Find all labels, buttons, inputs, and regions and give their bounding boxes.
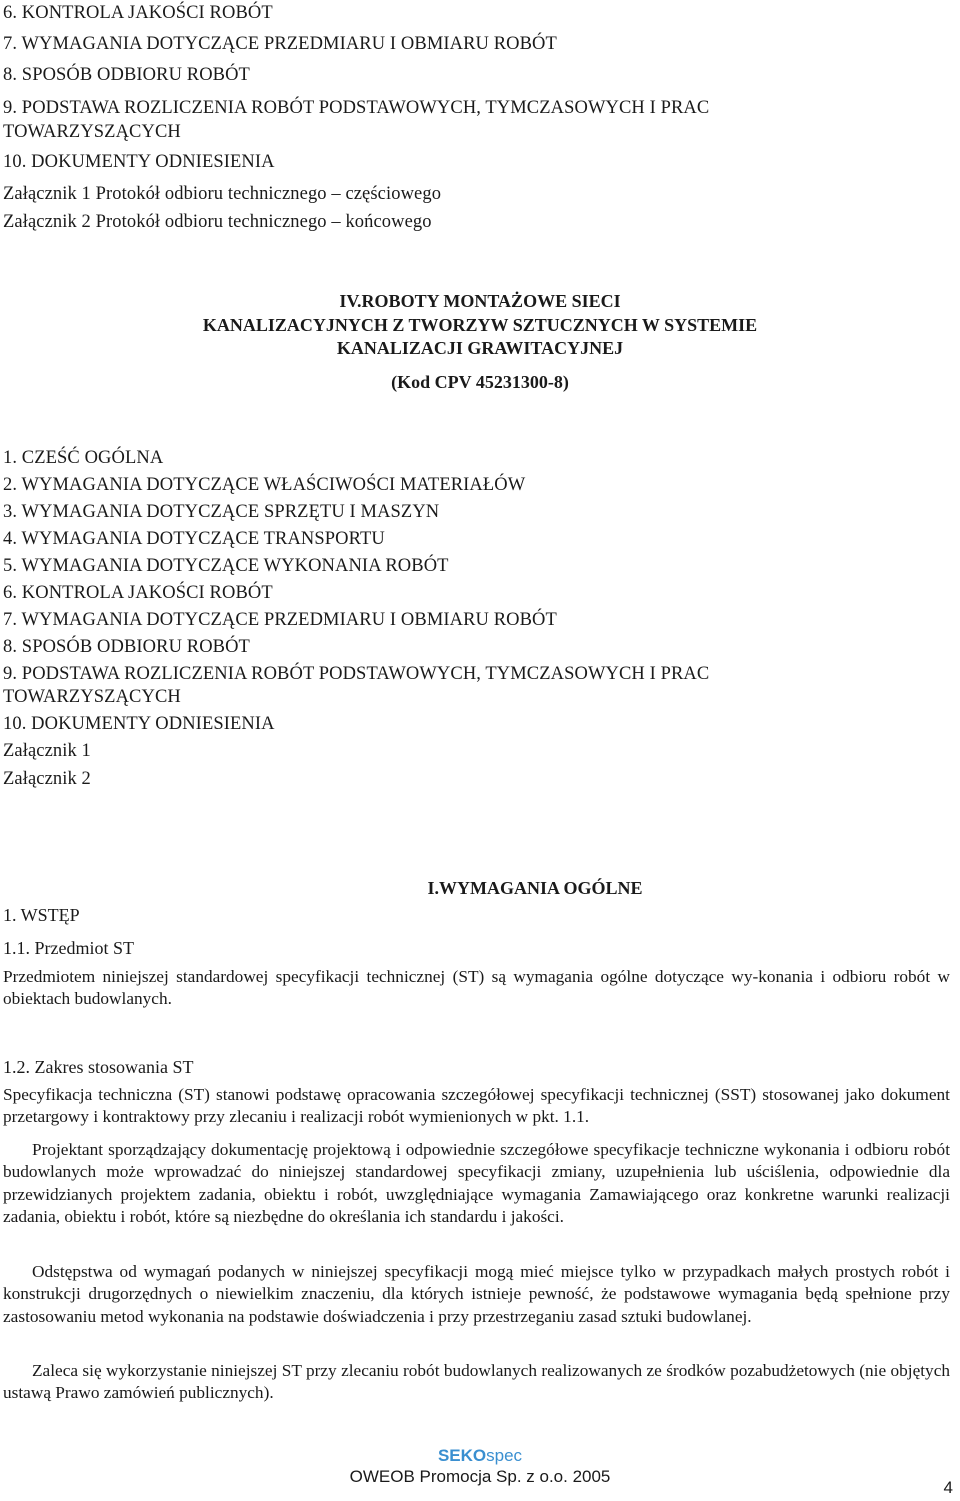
paragraph-projektant: Projektant sporządzający dokumentację projektową i odpowiednie szczegółowe specyfikacje techniczne wykonania i odbioru robót budowlanych może wprowadzać do niniejszej standardowej specyfikacji zmiany, uzupełnienia lub uściślenia, odpowiednie dla przewidzianych projektem zadania, obiektu i robót, uwzględniające wymagania Zamawiającego oraz konkretne warunki realizacji zadania, obiektu i robót, które są niezbędne do określania ich standardu i jakości. — [3, 1140, 950, 1227]
footer-company: OWEOB Promocja Sp. z o.o. 2005 — [349, 1467, 611, 1486]
toc-mid-item: 1. CZEŚĆ OGÓLNA — [3, 448, 164, 468]
section-iv-cpv-code: (Kod CPV 45231300-8) — [391, 372, 569, 392]
section-iv-title-line2: KANALIZACYJNYCH Z TWORZYW SZTUCZNYCH W SYSTEMIE — [202, 315, 758, 335]
toc-top-item: 10. DOKUMENTY ODNIESIENIA — [3, 152, 275, 172]
toc-mid-item: 2. WYMAGANIA DOTYCZĄCE WŁAŚCIWOŚCI MATERIAŁÓW — [3, 475, 526, 495]
toc-top-item: 8. SPOSÓB ODBIORU ROBÓT — [3, 65, 250, 85]
toc-mid-item: 9. PODSTAWA ROZLICZENIA ROBÓT PODSTAWOWYCH, TYMCZASOWYCH I PRAC — [3, 664, 710, 684]
brand-bold: SEKO — [437, 1446, 487, 1465]
toc-mid-item: TOWARZYSZĄCYCH — [3, 687, 181, 707]
toc-mid-item: 7. WYMAGANIA DOTYCZĄCE PRZEDMIARU I OBMIARU ROBÓT — [3, 610, 557, 630]
toc-top-item: 9. PODSTAWA ROZLICZENIA ROBÓT PODSTAWOWYCH, TYMCZASOWYCH I PRAC — [3, 98, 710, 118]
toc-top-item: 7. WYMAGANIA DOTYCZĄCE PRZEDMIARU I OBMIARU ROBÓT — [3, 34, 557, 54]
toc-mid-item: 6. KONTROLA JAKOŚCI ROBÓT — [3, 583, 273, 603]
section-i-title: I.WYMAGANIA OGÓLNE — [427, 878, 643, 898]
toc-mid-item: 10. DOKUMENTY ODNIESIENIA — [3, 714, 275, 734]
toc-top-item: Załącznik 2 Protokół odbioru technicznego – końcowego — [3, 212, 432, 232]
toc-mid-item: Załącznik 2 — [3, 769, 91, 789]
subsection-1-1-heading: 1.1. Przedmiot ST — [3, 938, 134, 958]
toc-mid-item: Załącznik 1 — [3, 741, 91, 761]
page-number: 4 — [943, 1478, 953, 1497]
paragraph-zalecenie: Zaleca się wykorzystanie niniejszej ST przy zlecaniu robót budowlanych realizowanych ze środków pozabudżetowych (nie objętych ustawą Prawo zamówień publicznych). — [3, 1361, 950, 1403]
toc-mid-item: 5. WYMAGANIA DOTYCZĄCE WYKONANIA ROBÓT — [3, 556, 449, 576]
toc-mid-item: 8. SPOSÓB ODBIORU ROBÓT — [3, 637, 250, 657]
wstep-heading: 1. WSTĘP — [3, 905, 80, 925]
toc-mid-item: 3. WYMAGANIA DOTYCZĄCE SPRZĘTU I MASZYN — [3, 502, 440, 522]
section-iv-title-line1: IV.ROBOTY MONTAŻOWE SIECI — [339, 291, 621, 311]
paragraph-1-1: Przedmiotem niniejszej standardowej specyfikacji technicznej (ST) są wymagania ogólne dotyczące wy-konania i odbioru robót w obiektach budowlanych. — [3, 967, 950, 1009]
subsection-1-2-heading: 1.2. Zakres stosowania ST — [3, 1057, 194, 1077]
toc-mid-item: 4. WYMAGANIA DOTYCZĄCE TRANSPORTU — [3, 529, 385, 549]
toc-top-item: TOWARZYSZĄCYCH — [3, 122, 181, 142]
paragraph-odstepstwa: Odstępstwa od wymagań podanych w niniejszej specyfikacji mogą mieć miejsce tylko w przypadkach małych prostych robót i konstrukcji drugorzędnych o niewielkim znaczeniu, dla których istnieje pewność, że podstawowe wymagania będą spełnione przy zastosowaniu metod wykonania na podstawie doświadczenia i przy przestrzeganiu zasad sztuki budowlanej. — [3, 1262, 950, 1326]
section-iv-title-line3: KANALIZACJI GRAWITACYJNEJ — [336, 338, 624, 358]
paragraph-1-2: Specyfikacja techniczna (ST) stanowi podstawę opracowania szczegółowej specyfikacji technicznej (SST) stosowanej jako dokument przetargowy i kontraktowy przy zlecaniu i realizacji robót wymienionych w pkt. 1.1. — [3, 1085, 950, 1127]
brand-light: spec — [486, 1446, 523, 1465]
footer-brand-logo — [0, 1446, 960, 1466]
toc-top-item: Załącznik 1 Protokół odbioru technicznego – częściowego — [3, 184, 442, 204]
toc-top-item: 6. KONTROLA JAKOŚCI ROBÓT — [3, 3, 273, 23]
